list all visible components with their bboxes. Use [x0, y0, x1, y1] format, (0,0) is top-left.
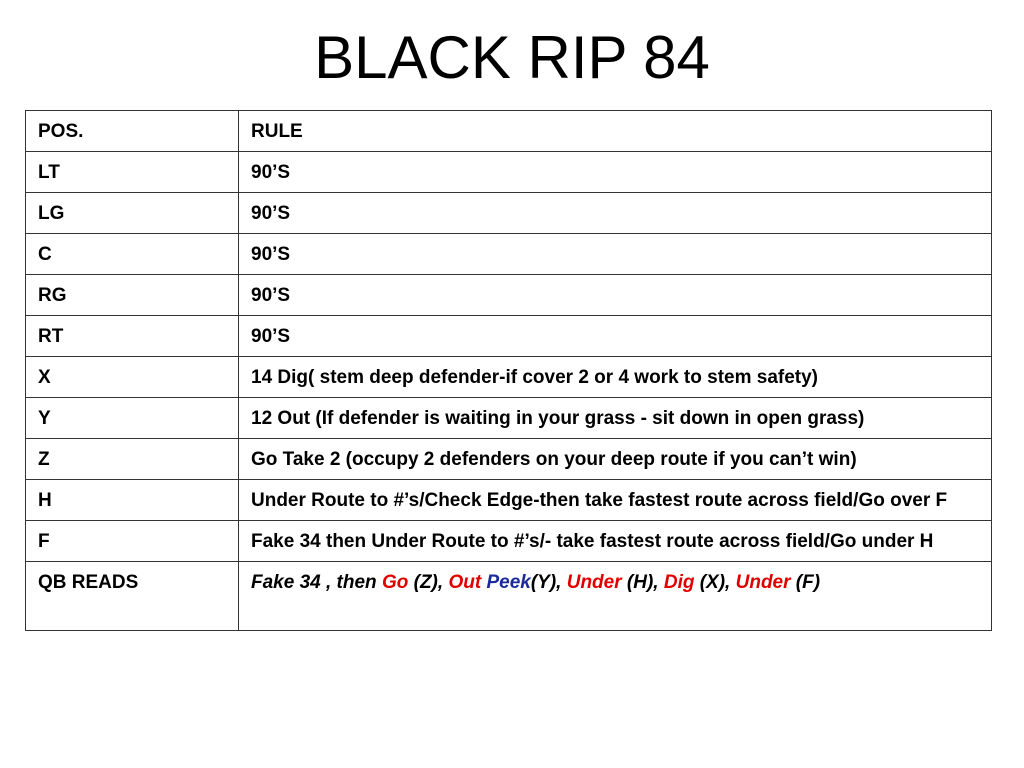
table-row — [26, 316, 992, 357]
row-pos: RG — [26, 275, 239, 316]
row-rule: Under Route to #’s/Check Edge-then take fastest route across field/Go over F — [239, 480, 992, 521]
row-rule: Fake 34 then Under Route to #’s/- take fastest route across field/Go under H — [239, 521, 992, 562]
table-row — [26, 193, 992, 234]
qb-reads-rule — [239, 562, 992, 631]
qb-read-segment: Dig — [663, 572, 695, 593]
qb-reads-label: QB READS — [26, 562, 239, 631]
row-pos: X — [26, 357, 239, 398]
table-header-row — [26, 111, 992, 152]
table-row — [26, 439, 992, 480]
qb-read-segment: Fake 34 , then — [251, 572, 382, 593]
qb-reads-text — [251, 572, 820, 593]
row-rule: Go Take 2 (occupy 2 defenders on your deep route if you can’t win) — [239, 439, 992, 480]
table-row — [26, 398, 992, 439]
row-pos: F — [26, 521, 239, 562]
header-pos: POS. — [26, 111, 239, 152]
qb-read-segment: Peek — [486, 572, 531, 593]
row-rule: 90’S — [239, 193, 992, 234]
qb-read-segment: Go — [381, 572, 409, 593]
row-rule: 90’S — [239, 275, 992, 316]
qb-read-segment: Under — [566, 572, 622, 593]
table-row — [26, 480, 992, 521]
table-row — [26, 152, 992, 193]
row-pos: RT — [26, 316, 239, 357]
qb-read-segment: Out — [448, 572, 482, 593]
qb-read-segment: (H), — [621, 572, 664, 593]
header-rule: RULE — [239, 111, 992, 152]
table-row — [26, 234, 992, 275]
row-rule: 90’S — [239, 316, 992, 357]
table-row — [26, 521, 992, 562]
qb-read-segment: (X), — [694, 572, 736, 593]
row-pos: LG — [26, 193, 239, 234]
row-pos: Z — [26, 439, 239, 480]
qb-read-segment: (F) — [790, 572, 821, 593]
row-rule: 90’S — [239, 152, 992, 193]
row-rule: 90’S — [239, 234, 992, 275]
row-pos: C — [26, 234, 239, 275]
table-row — [26, 275, 992, 316]
row-rule: 14 Dig( stem deep defender-if cover 2 or 4 work to stem safety) — [239, 357, 992, 398]
row-pos: H — [26, 480, 239, 521]
row-pos: Y — [26, 398, 239, 439]
row-rule: 12 Out (If defender is waiting in your grass - sit down in open grass) — [239, 398, 992, 439]
qb-read-segment: Under — [735, 572, 791, 593]
table-row — [26, 357, 992, 398]
qb-read-segment: (Y), — [530, 572, 567, 593]
qb-read-segment: (Z), — [408, 572, 449, 593]
row-pos: LT — [26, 152, 239, 193]
page-title: BLACK RIP 84 — [314, 24, 710, 91]
qb-reads-row — [26, 562, 992, 631]
rules-table — [25, 110, 992, 631]
